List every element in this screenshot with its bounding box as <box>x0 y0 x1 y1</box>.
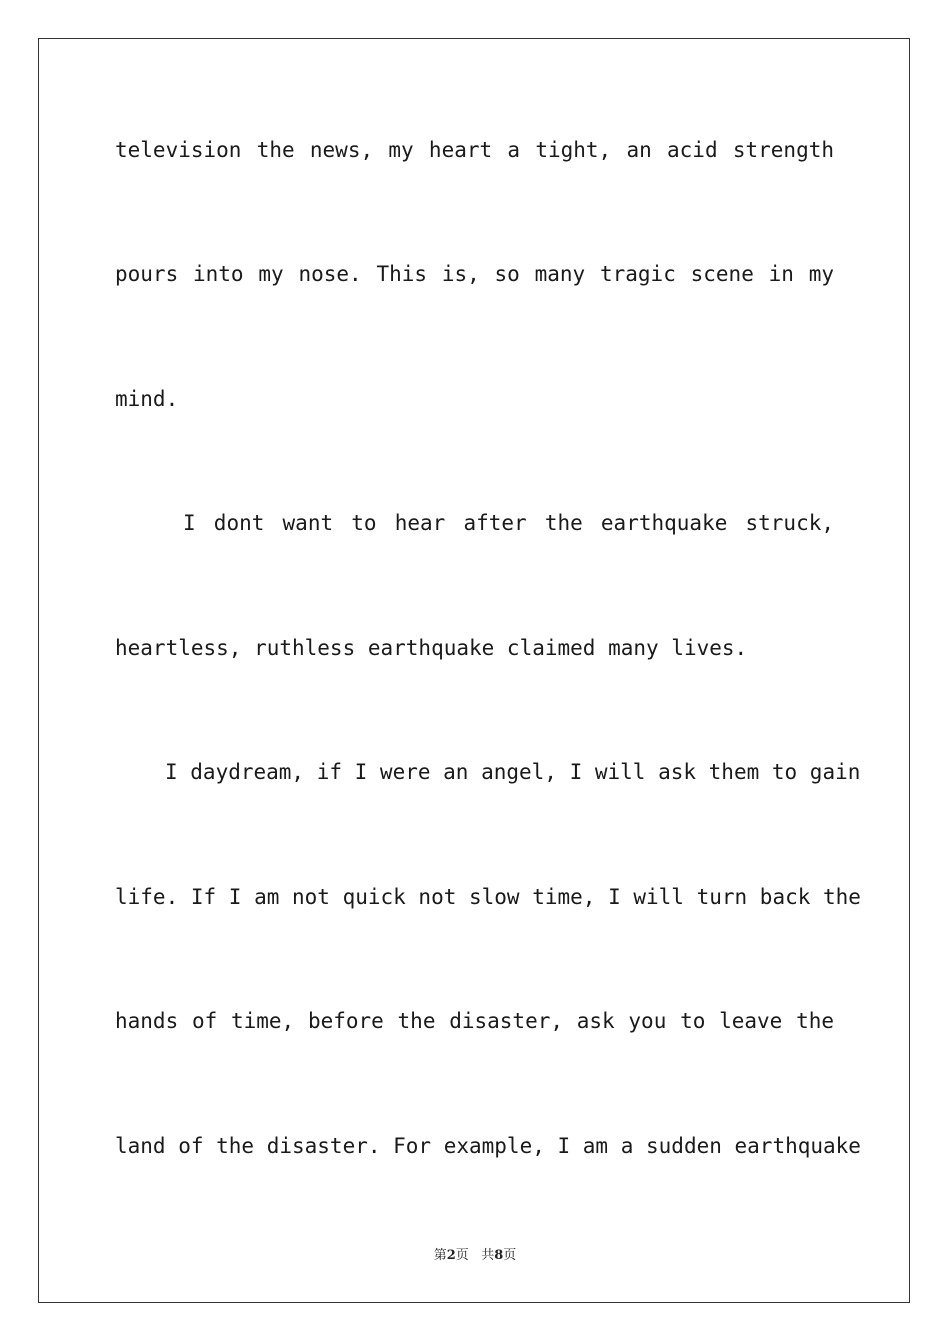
page-prefix: 第 <box>433 1248 447 1263</box>
body-line-7: life. If I am not quick not slow time, I will turn back the <box>115 885 861 909</box>
body-line-2: pours into my nose. This is, so many tragic scene in my <box>115 262 834 286</box>
page-footer <box>0 1247 950 1265</box>
body-line-8: hands of time, before the disaster, ask you to leave the <box>115 1009 834 1033</box>
body-line-5: heartless, ruthless earthquake claimed many lives. <box>115 636 748 660</box>
page-border <box>38 38 910 1303</box>
page-suffix: 页 <box>455 1248 469 1263</box>
page-number: 2 <box>446 1248 456 1263</box>
body-line-4: I dont want to hear after the earthquake struck, <box>183 511 834 535</box>
body-line-9: land of the disaster. For example, I am a sudden earthquake <box>115 1134 861 1158</box>
body-line-3: mind. <box>115 387 179 411</box>
total-suffix: 页 <box>503 1248 517 1263</box>
total-prefix: 共 <box>481 1248 495 1263</box>
body-line-6: I daydream, if I were an angel, I will ask them to gain <box>165 760 861 784</box>
total-pages: 8 <box>494 1248 504 1263</box>
body-line-1: television the news, my heart a tight, an acid strength <box>115 138 834 162</box>
